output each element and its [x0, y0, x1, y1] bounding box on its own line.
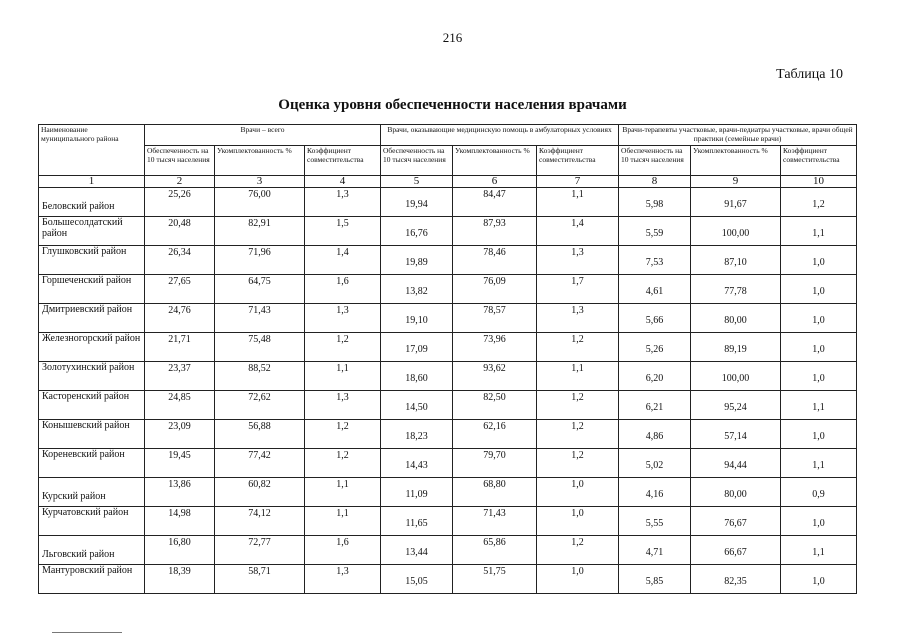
- value-cell: 80,00: [691, 304, 781, 333]
- value-cell: 1,6: [305, 275, 381, 304]
- district-name: Дмитриевский район: [42, 304, 133, 315]
- value-cell: 21,71: [145, 333, 215, 362]
- value-cell: 82,91: [215, 217, 305, 246]
- value-cell: 75,48: [215, 333, 305, 362]
- value-cell: 1,5: [305, 217, 381, 246]
- value-cell: 5,26: [619, 333, 691, 362]
- value-cell: 1,3: [305, 391, 381, 420]
- value-cell: 74,12: [215, 507, 305, 536]
- value-cell: 1,2: [537, 449, 619, 478]
- table-row: [39, 333, 857, 362]
- district-name-cell: [39, 333, 145, 362]
- column-number: 9: [691, 176, 781, 188]
- value-cell: 13,82: [381, 275, 453, 304]
- value-cell: 1,2: [537, 333, 619, 362]
- value-cell: 4,71: [619, 536, 691, 565]
- district-name-cell: [39, 188, 145, 217]
- value-cell: 80,00: [691, 478, 781, 507]
- district-name: Касторенский район: [42, 391, 130, 402]
- value-cell: 4,86: [619, 420, 691, 449]
- column-number-row: [39, 176, 857, 188]
- value-cell: 76,67: [691, 507, 781, 536]
- value-cell: 57,14: [691, 420, 781, 449]
- value-cell: 1,1: [305, 507, 381, 536]
- value-cell: 73,96: [453, 333, 537, 362]
- value-cell: 14,50: [381, 391, 453, 420]
- district-name-cell: [39, 420, 145, 449]
- header-staffing: Укомплектованность %: [453, 146, 537, 176]
- value-cell: 1,4: [305, 246, 381, 275]
- value-cell: 82,35: [691, 565, 781, 594]
- value-cell: 77,42: [215, 449, 305, 478]
- value-cell: 100,00: [691, 362, 781, 391]
- value-cell: 16,76: [381, 217, 453, 246]
- table-row: [39, 565, 857, 594]
- district-name-cell: [39, 478, 145, 507]
- header-coef: Коэффициент совместительства: [537, 146, 619, 176]
- table-row: [39, 246, 857, 275]
- header-coef: Коэффициент совместительства: [305, 146, 381, 176]
- district-name-cell: [39, 246, 145, 275]
- column-number: 6: [453, 176, 537, 188]
- value-cell: 11,65: [381, 507, 453, 536]
- column-number: 1: [39, 176, 145, 188]
- value-cell: 64,75: [215, 275, 305, 304]
- column-number: 4: [305, 176, 381, 188]
- district-name-cell: [39, 304, 145, 333]
- district-name-cell: [39, 362, 145, 391]
- header-sub-row: [39, 146, 857, 176]
- value-cell: 4,16: [619, 478, 691, 507]
- value-cell: 7,53: [619, 246, 691, 275]
- value-cell: 23,37: [145, 362, 215, 391]
- value-cell: 1,0: [781, 507, 857, 536]
- value-cell: 5,02: [619, 449, 691, 478]
- value-cell: 87,10: [691, 246, 781, 275]
- table-row: [39, 391, 857, 420]
- value-cell: 95,24: [691, 391, 781, 420]
- district-name-cell: [39, 449, 145, 478]
- value-cell: 24,85: [145, 391, 215, 420]
- value-cell: 1,4: [537, 217, 619, 246]
- value-cell: 100,00: [691, 217, 781, 246]
- value-cell: 16,80: [145, 536, 215, 565]
- value-cell: 1,0: [781, 565, 857, 594]
- value-cell: 6,21: [619, 391, 691, 420]
- value-cell: 11,09: [381, 478, 453, 507]
- column-number: 8: [619, 176, 691, 188]
- value-cell: 18,39: [145, 565, 215, 594]
- value-cell: 1,1: [537, 362, 619, 391]
- header-group-row: [39, 125, 857, 146]
- district-name: Горшеченский район: [42, 275, 132, 286]
- value-cell: 0,9: [781, 478, 857, 507]
- value-cell: 18,60: [381, 362, 453, 391]
- value-cell: 5,55: [619, 507, 691, 536]
- value-cell: 5,66: [619, 304, 691, 333]
- header-group-all: Врачи – всего: [145, 125, 381, 146]
- value-cell: 62,16: [453, 420, 537, 449]
- table-caption: Таблица 10: [776, 67, 843, 82]
- value-cell: 27,65: [145, 275, 215, 304]
- table-row: [39, 217, 857, 246]
- value-cell: 76,09: [453, 275, 537, 304]
- value-cell: 91,67: [691, 188, 781, 217]
- district-name: Конышевский район: [42, 420, 130, 431]
- value-cell: 5,85: [619, 565, 691, 594]
- value-cell: 1,2: [537, 391, 619, 420]
- table-row: [39, 536, 857, 565]
- header-coverage: Обеспеченность на 10 тысяч населения: [145, 146, 215, 176]
- header-group-ambulatory: Врачи, оказывающие медицинскую помощь в амбулаторных условиях: [381, 125, 619, 146]
- header-staffing: Укомплектованность %: [691, 146, 781, 176]
- district-name: Глушковский район: [42, 246, 127, 257]
- district-name-cell: [39, 391, 145, 420]
- district-name-cell: [39, 565, 145, 594]
- value-cell: 1,0: [781, 420, 857, 449]
- value-cell: 6,20: [619, 362, 691, 391]
- value-cell: 84,47: [453, 188, 537, 217]
- value-cell: 1,0: [781, 275, 857, 304]
- value-cell: 5,98: [619, 188, 691, 217]
- value-cell: 1,0: [781, 246, 857, 275]
- table-row: [39, 362, 857, 391]
- value-cell: 20,48: [145, 217, 215, 246]
- value-cell: 66,67: [691, 536, 781, 565]
- value-cell: 87,93: [453, 217, 537, 246]
- value-cell: 5,59: [619, 217, 691, 246]
- value-cell: 1,2: [305, 333, 381, 362]
- value-cell: 23,09: [145, 420, 215, 449]
- district-name: Беловский район: [42, 201, 115, 212]
- table-row: [39, 188, 857, 217]
- value-cell: 76,00: [215, 188, 305, 217]
- header-coverage: Обеспеченность на 10 тысяч населения: [619, 146, 691, 176]
- header-staffing: Укомплектованность %: [215, 146, 305, 176]
- value-cell: 72,77: [215, 536, 305, 565]
- value-cell: 14,43: [381, 449, 453, 478]
- physicians-table: [38, 124, 857, 594]
- value-cell: 19,89: [381, 246, 453, 275]
- district-name-cell: [39, 536, 145, 565]
- value-cell: 56,88: [215, 420, 305, 449]
- table-row: [39, 420, 857, 449]
- value-cell: 65,86: [453, 536, 537, 565]
- value-cell: 19,94: [381, 188, 453, 217]
- value-cell: 82,50: [453, 391, 537, 420]
- column-number: 7: [537, 176, 619, 188]
- value-cell: 1,1: [781, 536, 857, 565]
- value-cell: 1,1: [537, 188, 619, 217]
- value-cell: 1,2: [537, 420, 619, 449]
- header-name-col: Наименование муниципального района: [39, 125, 145, 176]
- value-cell: 1,0: [537, 478, 619, 507]
- value-cell: 1,0: [537, 507, 619, 536]
- value-cell: 71,43: [215, 304, 305, 333]
- value-cell: 72,62: [215, 391, 305, 420]
- value-cell: 15,05: [381, 565, 453, 594]
- value-cell: 1,2: [305, 420, 381, 449]
- value-cell: 1,3: [537, 246, 619, 275]
- value-cell: 1,1: [781, 449, 857, 478]
- value-cell: 19,10: [381, 304, 453, 333]
- value-cell: 1,2: [305, 449, 381, 478]
- value-cell: 13,86: [145, 478, 215, 507]
- table-row: [39, 507, 857, 536]
- table-row: [39, 478, 857, 507]
- header-coverage: Обеспеченность на 10 тысяч населения: [381, 146, 453, 176]
- value-cell: 1,2: [537, 536, 619, 565]
- value-cell: 1,0: [781, 333, 857, 362]
- district-name: Большесолдатский район: [42, 217, 123, 239]
- table-row: [39, 275, 857, 304]
- value-cell: 24,76: [145, 304, 215, 333]
- value-cell: 1,7: [537, 275, 619, 304]
- header-group-district: Врачи-терапевты участковые, врачи-педиатры участковые, врачи общей практики (семейные врачи): [619, 125, 857, 146]
- value-cell: 1,3: [537, 304, 619, 333]
- district-name: Золотухинский район: [42, 362, 135, 373]
- table-body: [39, 188, 857, 594]
- value-cell: 78,57: [453, 304, 537, 333]
- value-cell: 1,1: [781, 217, 857, 246]
- column-number: 2: [145, 176, 215, 188]
- value-cell: 1,3: [305, 188, 381, 217]
- value-cell: 1,1: [305, 478, 381, 507]
- district-name-cell: [39, 275, 145, 304]
- district-name: Льговский район: [42, 549, 115, 560]
- header-coef: Коэффициент совместительства: [781, 146, 857, 176]
- page-number: 216: [442, 30, 463, 45]
- district-name: Железногорский район: [42, 333, 141, 344]
- district-name: Курский район: [42, 491, 106, 502]
- district-name: Кореневский район: [42, 449, 125, 460]
- value-cell: 88,52: [215, 362, 305, 391]
- value-cell: 1,0: [781, 304, 857, 333]
- district-name-cell: [39, 217, 145, 246]
- value-cell: 1,0: [537, 565, 619, 594]
- value-cell: 1,0: [781, 362, 857, 391]
- value-cell: 71,96: [215, 246, 305, 275]
- district-name: Мантуровский район: [42, 565, 133, 576]
- value-cell: 71,43: [453, 507, 537, 536]
- value-cell: 89,19: [691, 333, 781, 362]
- value-cell: 26,34: [145, 246, 215, 275]
- value-cell: 93,62: [453, 362, 537, 391]
- value-cell: 1,1: [781, 391, 857, 420]
- value-cell: 1,1: [305, 362, 381, 391]
- value-cell: 51,75: [453, 565, 537, 594]
- value-cell: 18,23: [381, 420, 453, 449]
- district-name-cell: [39, 507, 145, 536]
- value-cell: 77,78: [691, 275, 781, 304]
- value-cell: 19,45: [145, 449, 215, 478]
- value-cell: 1,6: [305, 536, 381, 565]
- value-cell: 1,3: [305, 304, 381, 333]
- footer-divider: [52, 632, 122, 633]
- value-cell: 68,80: [453, 478, 537, 507]
- value-cell: 17,09: [381, 333, 453, 362]
- value-cell: 4,61: [619, 275, 691, 304]
- column-number: 5: [381, 176, 453, 188]
- column-number: 3: [215, 176, 305, 188]
- value-cell: 14,98: [145, 507, 215, 536]
- value-cell: 1,3: [305, 565, 381, 594]
- value-cell: 78,46: [453, 246, 537, 275]
- value-cell: 60,82: [215, 478, 305, 507]
- value-cell: 25,26: [145, 188, 215, 217]
- value-cell: 1,2: [781, 188, 857, 217]
- value-cell: 58,71: [215, 565, 305, 594]
- value-cell: 13,44: [381, 536, 453, 565]
- district-name: Курчатовский район: [42, 507, 129, 518]
- value-cell: 79,70: [453, 449, 537, 478]
- value-cell: 94,44: [691, 449, 781, 478]
- table-row: [39, 449, 857, 478]
- document-title: Оценка уровня обеспеченности населения врачами: [278, 97, 627, 113]
- column-number: 10: [781, 176, 857, 188]
- table-row: [39, 304, 857, 333]
